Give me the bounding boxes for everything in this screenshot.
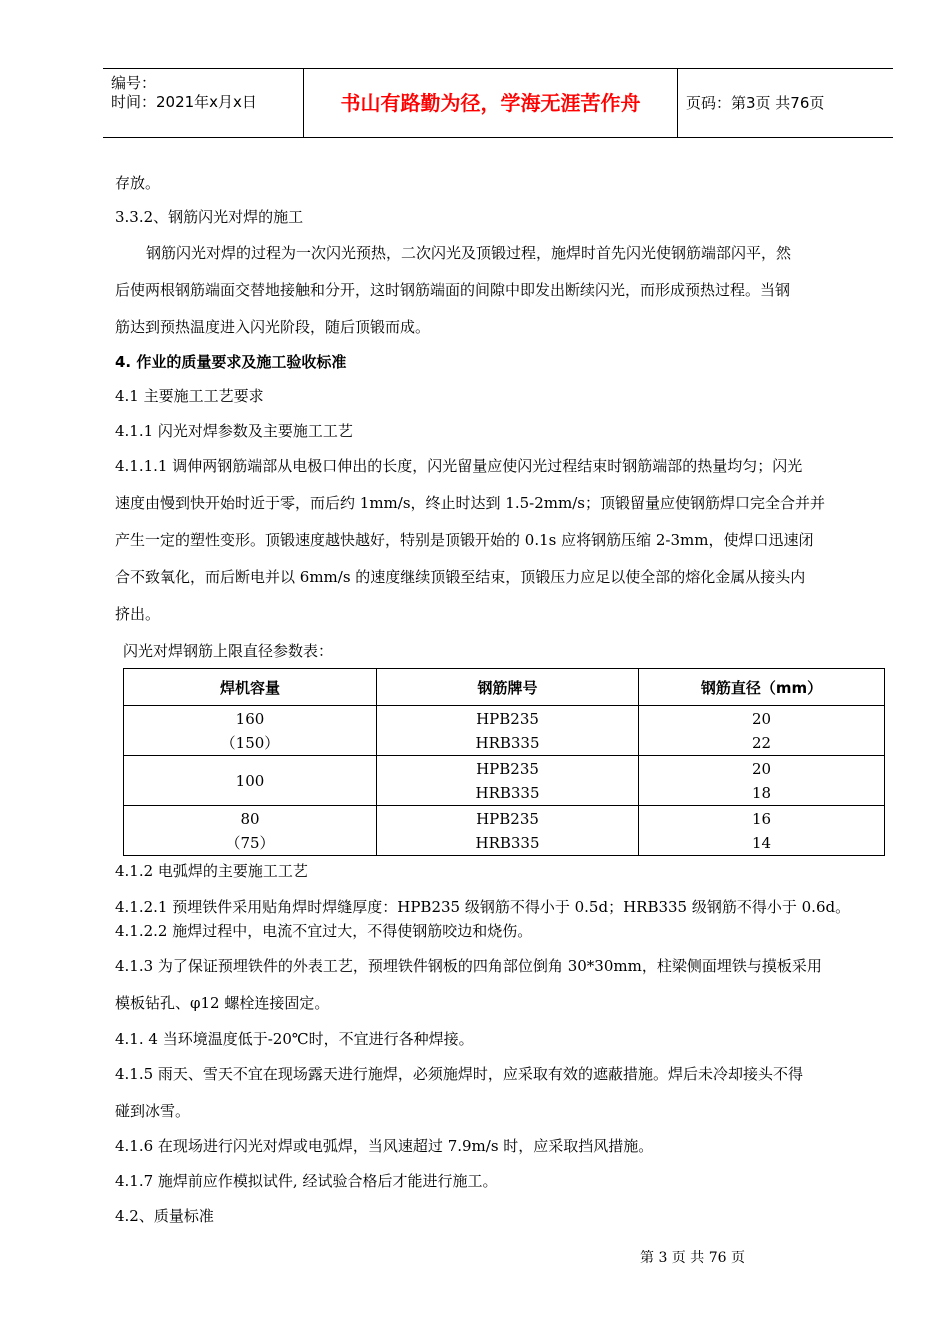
capacity-cell: 80 （75） — [124, 806, 377, 856]
section-heading: 4. 作业的质量要求及施工验收标准 — [115, 353, 347, 371]
section-heading: 3.3.2、钢筋闪光对焊的施工 — [115, 208, 304, 226]
capacity-cell: 160 （150） — [124, 706, 377, 756]
text-line: 4.1. 4 当环境温度低于-20℃时，不宜进行各种焊接。 — [115, 1030, 474, 1048]
text-line: 钢筋闪光对焊的过程为一次闪光预热，二次闪光及顶锻过程，施焊时首先闪光使钢筋端部闪平，然 — [146, 244, 792, 262]
grade-cell: HPB235 HRB335 — [377, 806, 639, 856]
diameter-cell: 16 14 — [639, 806, 885, 856]
text-line: 后使两根钢筋端面交替地接触和分开，这时钢筋端面的间隙中即发出断续闪光，而形成预热过程。当钢 — [115, 281, 791, 299]
text-line: 存放。 — [115, 174, 161, 192]
section-heading: 4.1.2 电弧焊的主要施工工艺 — [115, 862, 308, 880]
table-caption: 闪光对焊钢筋上限直径参数表： — [123, 642, 334, 660]
grade-cell: HPB235 HRB335 — [377, 756, 639, 806]
text-line: 碰到冰雪。 — [115, 1102, 191, 1120]
section-heading: 4.2、质量标准 — [115, 1207, 214, 1225]
text-line: 合不致氧化，而后断电并以 6mm/s 的速度继续顶锻至结束，顶锻压力应足以使全部的熔化金属从接头内 — [115, 568, 806, 586]
text-line: 4.1.7 施焊前应作模拟试件, 经试验合格后才能进行施工。 — [115, 1172, 498, 1190]
page-footer: 第 3 页 共 76 页 — [640, 1250, 745, 1266]
section-heading: 4.1 主要施工工艺要求 — [115, 387, 264, 405]
grade-cell: HPB235 HRB335 — [377, 706, 639, 756]
text-line: 4.1.3 为了保证预埋铁件的外表工艺，预埋铁件钢板的四角部位倒角 30*30mm，柱梁侧面埋铁与摸板采用 — [115, 957, 822, 975]
header-meta — [103, 69, 304, 137]
column-header: 钢筋牌号 — [377, 669, 639, 706]
document-date: 时间：2021年x月x日 — [111, 93, 257, 111]
capacity-cell: 100 — [124, 756, 377, 806]
table-row — [124, 756, 885, 806]
diameter-cell: 20 22 — [639, 706, 885, 756]
column-header: 钢筋直径（mm） — [639, 669, 885, 706]
page-header — [103, 68, 893, 138]
text-line: 筋达到预热温度进入闪光阶段，随后顶锻而成。 — [115, 318, 431, 336]
diameter-cell: 20 18 — [639, 756, 885, 806]
welding-parameter-table — [123, 668, 885, 856]
text-line: 4.1.2.2 施焊过程中，电流不宜过大，不得使钢筋咬边和烧伤。 — [115, 922, 533, 940]
text-line: 4.1.2.1 预埋铁件采用贴角焊时焊缝厚度：HPB235 级钢筋不得小于 0.5d；HRB335 级钢筋不得小于 0.6d。 — [115, 898, 851, 916]
text-line: 4.1.1.1 调伸两钢筋端部从电极口伸出的长度，闪光留量应使闪光过程结束时钢筋端部的热量均匀；闪光 — [115, 457, 803, 475]
header-page-info: 页码：第3页 共76页 — [686, 94, 825, 112]
table-header-row — [124, 669, 885, 706]
text-line: 挤出。 — [115, 605, 161, 623]
document-number-label: 编号： — [111, 74, 157, 92]
text-line: 产生一定的塑性变形。顶锻速度越快越好，特别是顶锻开始的 0.1s 应将钢筋压缩 2-3mm，使焊口迅速闭 — [115, 531, 814, 549]
column-header: 焊机容量 — [124, 669, 377, 706]
text-line: 4.1.6 在现场进行闪光对焊或电弧焊，当风速超过 7.9m/s 时，应采取挡风措施。 — [115, 1137, 654, 1155]
section-heading: 4.1.1 闪光对焊参数及主要施工工艺 — [115, 422, 353, 440]
text-line: 速度由慢到快开始时近于零，而后约 1mm/s，终止时达到 1.5-2mm/s；顶锻留量应使钢筋焊口完全合并并 — [115, 494, 825, 512]
text-line: 4.1.5 雨天、雪天不宜在现场露天进行施焊，必须施焊时，应采取有效的遮蔽措施。焊后未冷却接头不得 — [115, 1065, 803, 1083]
text-line: 模板钻孔、φ12 螺栓连接固定。 — [115, 994, 330, 1012]
table-row — [124, 706, 885, 756]
header-motto: 书山有路勤为径，学海无涯苦作舟 — [304, 69, 678, 137]
table-row — [124, 806, 885, 856]
